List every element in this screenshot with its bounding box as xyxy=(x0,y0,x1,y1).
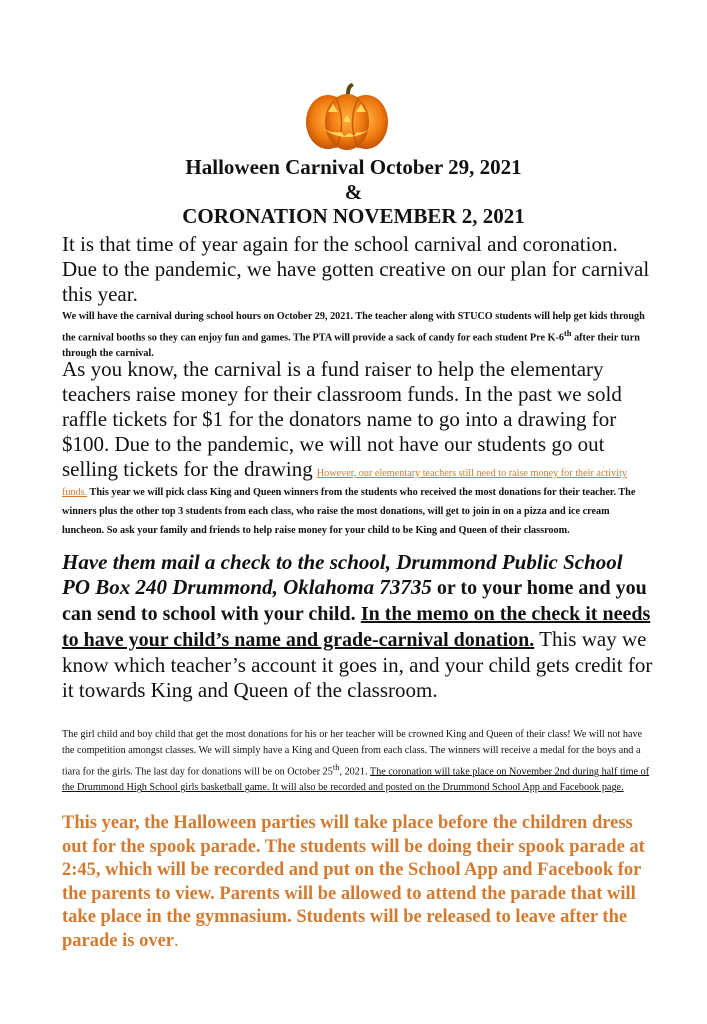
parade-text: This year, the Halloween parties will take place before the children dress out for the spook parade. The students will be doing their spook parade at 2:45, which will be recorded and put on the School App and Facebook for the parents to view. Parents will be allowed to attend the parade that will take place in the gymnasium. Students will be released to leave after the parade is over xyxy=(62,813,645,951)
coronation-paragraph xyxy=(62,727,654,796)
parade-paragraph xyxy=(62,812,654,953)
coronation-date-tail: , 2021. xyxy=(339,766,370,778)
memo-instructions: In the memo on the check it needs to have your child’s name and grade-carnival donation. xyxy=(62,603,651,651)
mail-rest-text: This way we know which teacher’s account it goes in, and your child gets credit for it towards King and Queen of the classroom. xyxy=(62,627,653,702)
mail-home-text: or to your home and you can send to school with your child. xyxy=(62,577,647,625)
mail-paragraph xyxy=(62,550,654,703)
carnival-details-paragraph xyxy=(62,309,654,362)
coronation-schedule: The coronation will take place on November 2nd during half time of the Drummond High School girls basketball game. It will also be recorded and posted on the Drummond School App and Facebook page. xyxy=(62,766,650,794)
coronation-sup: th xyxy=(332,762,340,772)
jack-o-lantern-icon xyxy=(302,82,392,152)
coronation-text: The girl child and boy child that get the most donations for his or her teacher will be crowned King and Queen of their class! We will not have the competition amongst classes. We will simply have a King and Queen from each class. The winners will receive a medal for the boys and a tiara for the girls. The last day for donations will be on October 25 xyxy=(62,729,643,778)
mail-address-text: Have them mail a check to the school, Drummond Public School PO Box 240 Drummond, Oklahoma 73735 xyxy=(62,550,623,599)
carnival-details-text: We will have the carnival during school hours on October 29, 2021. The teacher along with STUCO students will help get kids through the carnival booths so they can enjoy fun and games. The PTA will provide a sack of candy for each student Pre K-6 xyxy=(62,311,645,344)
fundraiser-text: As you know, the carnival is a fund raiser to help the elementary teachers raise money for their classroom funds. In the past we sold raffle tickets for $1 for the donators name to go into a drawing for $100. Due to the pandemic, we will not have our students go out selling tickets for the drawing xyxy=(62,357,622,481)
carnival-details-sup: th xyxy=(563,328,572,338)
fundraiser-small-text: This year we will pick class King and Queen winners from the students who received the most donations for their teacher. The winners plus the other top 3 students from each class, who raise the most donations, will get to join in on a pizza and ice cream luncheon. So ask your family and friends to help raise money for your child to be King and Queen of their classroom. xyxy=(62,487,636,536)
title-ampersand: & xyxy=(344,180,363,204)
title-carnival: Halloween Carnival October 29, 2021 xyxy=(185,155,522,179)
carnival-details-tail: after their turn through the carnival. xyxy=(62,332,640,360)
intro-paragraph: It is that time of year again for the school carnival and coronation. Due to the pandemic, we have gotten creative on our plan for carnival this year. xyxy=(62,232,650,306)
fundraiser-paragraph xyxy=(62,357,654,539)
activity-funds-link[interactable]: However, our elementary teachers still need to raise money for their activity funds. xyxy=(62,468,627,498)
parade-end: . xyxy=(174,930,179,951)
title-coronation: CORONATION NOVEMBER 2, 2021 xyxy=(182,204,525,228)
